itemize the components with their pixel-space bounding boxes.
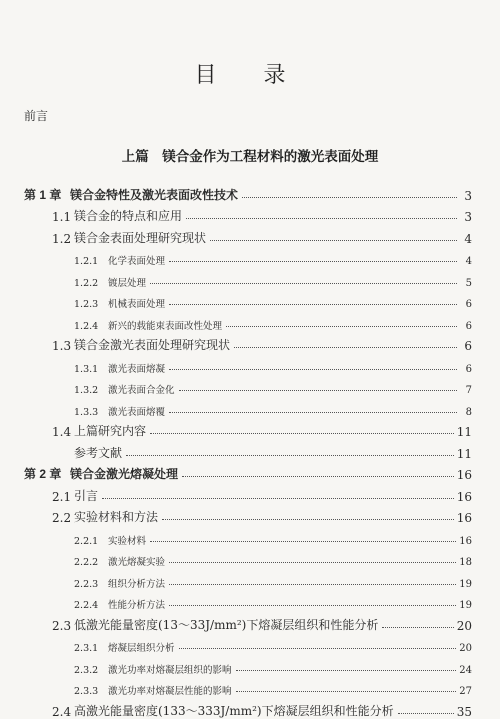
dot-leader xyxy=(210,240,457,241)
toc-page-number: 16 xyxy=(459,535,472,547)
toc-label: 性能分析方法 xyxy=(108,600,166,611)
toc-row-section xyxy=(24,203,472,225)
toc-number: 1.1 xyxy=(52,210,72,224)
toc-row-section xyxy=(24,332,472,354)
toc-row-section xyxy=(24,418,472,440)
toc-number: 2.4 xyxy=(52,704,72,719)
toc-page-number: 11 xyxy=(456,425,472,439)
dot-leader xyxy=(169,369,457,370)
toc-page-number: 7 xyxy=(465,385,472,396)
toc-row-sub xyxy=(24,654,472,676)
toc-label: 激光表面合金化 xyxy=(108,385,175,396)
toc-label: 镁合金激光熔凝处理 xyxy=(70,467,179,481)
dot-leader xyxy=(150,541,456,542)
dot-leader xyxy=(169,261,457,262)
dot-leader xyxy=(236,670,457,671)
dot-leader xyxy=(234,347,457,348)
dot-leader xyxy=(126,455,454,456)
toc-row-sub xyxy=(24,568,472,590)
toc-number: 第 2 章 xyxy=(24,467,62,481)
preface-entry: 前言 xyxy=(24,109,49,123)
toc-page-number: 24 xyxy=(459,664,472,676)
toc-number: 2.3 xyxy=(52,618,72,633)
toc-page-number: 6 xyxy=(464,339,472,353)
toc-row-section xyxy=(24,504,472,526)
toc-label: 激光表面熔凝 xyxy=(108,363,166,375)
dot-leader xyxy=(169,412,457,413)
toc-label: 镀层处理 xyxy=(108,277,147,289)
toc-row-sub xyxy=(24,633,472,655)
toc-page-number: 20 xyxy=(456,618,472,633)
toc-row-section xyxy=(24,611,472,633)
toc-number: 2.3.1 xyxy=(74,643,99,654)
dot-leader xyxy=(226,326,457,327)
toc-number: 2.2 xyxy=(52,511,72,525)
toc-label: 实验材料和方法 xyxy=(74,510,159,524)
toc-label: 镁合金特性及激光表面改性技术 xyxy=(70,187,239,202)
toc-page-number: 16 xyxy=(456,511,472,525)
dot-leader xyxy=(242,197,457,198)
toc-row-chapter xyxy=(24,181,472,203)
toc-page-number: 19 xyxy=(459,600,472,611)
dot-leader xyxy=(382,627,453,628)
toc-page-number: 4 xyxy=(465,256,472,267)
toc-label: 激光功率对熔凝层组织的影响 xyxy=(108,664,232,676)
dot-leader xyxy=(169,562,456,563)
dot-leader xyxy=(179,390,457,391)
toc-label: 新兴的载能束表面改性处理 xyxy=(108,320,223,332)
toc-row-ref xyxy=(24,439,472,461)
toc-row-sub xyxy=(24,525,472,547)
toc-label: 激光熔凝实验 xyxy=(108,557,166,568)
dot-leader xyxy=(182,476,454,477)
part-title: 上篇 镁合金作为工程材料的激光表面处理 xyxy=(121,149,379,165)
toc-number: 1.3.3 xyxy=(74,406,99,418)
toc-number: 1.3 xyxy=(52,339,72,353)
dot-leader xyxy=(169,584,456,585)
toc-row-sub xyxy=(24,310,472,332)
toc-number: 2.2.3 xyxy=(74,578,99,590)
toc-number: 2.2.1 xyxy=(74,535,99,547)
toc-label: 低激光能量密度(13～33J/mm²)下熔凝层组织和性能分析 xyxy=(74,617,379,632)
toc-label: 镁合金激光表面处理研究现状 xyxy=(74,338,231,352)
toc-number: 1.2 xyxy=(52,231,72,246)
dot-leader xyxy=(150,283,457,284)
toc-row-section xyxy=(24,224,472,246)
toc-page-number: 19 xyxy=(459,578,472,590)
toc-label: 机械表面处理 xyxy=(108,299,166,310)
toc-label: 上篇研究内容 xyxy=(74,424,147,438)
dot-leader xyxy=(398,713,454,714)
dot-leader xyxy=(150,433,454,434)
dot-leader xyxy=(169,605,456,606)
toc-number: 1.2.4 xyxy=(74,320,99,332)
toc-page-number: 6 xyxy=(465,320,472,332)
toc-page-number: 35 xyxy=(456,704,472,719)
toc-label: 实验材料 xyxy=(108,535,147,547)
toc-number: 1.3.2 xyxy=(74,385,99,396)
toc-page-number: 5 xyxy=(465,277,472,289)
toc-label: 组织分析方法 xyxy=(108,578,166,590)
toc-page-number: 16 xyxy=(456,489,472,504)
toc-number: 1.2.2 xyxy=(74,277,99,289)
toc-row-sub xyxy=(24,547,472,569)
toc-page-number: 16 xyxy=(456,468,472,482)
toc-row-sub xyxy=(24,289,472,311)
toc-row-sub xyxy=(24,353,472,375)
toc-label: 镁合金的特点和应用 xyxy=(74,209,183,223)
toc-number: 1.3.1 xyxy=(74,363,99,375)
dot-leader xyxy=(236,691,457,692)
toc-row-sub xyxy=(24,267,472,289)
page-title: 目 录 xyxy=(194,63,306,88)
toc-row-sub xyxy=(24,590,472,612)
toc-label: 镁合金表面处理研究现状 xyxy=(74,230,207,245)
dot-leader xyxy=(179,648,457,649)
toc-number: 2.1 xyxy=(52,489,72,504)
table-of-contents xyxy=(24,181,472,719)
toc-number: 1.2.3 xyxy=(74,299,99,310)
toc-page-number: 6 xyxy=(465,363,472,375)
toc-row-section xyxy=(24,482,472,504)
toc-page-number: 11 xyxy=(456,446,472,461)
toc-page-number: 6 xyxy=(465,299,472,310)
toc-number: 1.2.1 xyxy=(74,256,99,267)
toc-page-number: 27 xyxy=(459,686,472,697)
toc-page-number: 8 xyxy=(465,406,472,418)
toc-row-section xyxy=(24,697,472,719)
dot-leader xyxy=(102,498,454,499)
toc-number: 2.3.3 xyxy=(74,686,99,697)
toc-label: 参考文献 xyxy=(74,445,123,460)
toc-label: 化学表面处理 xyxy=(108,256,166,267)
toc-row-sub xyxy=(24,246,472,268)
toc-page-number: 3 xyxy=(464,210,472,224)
toc-label: 引言 xyxy=(74,488,99,503)
toc-page-number: 4 xyxy=(464,231,472,246)
toc-number: 2.3.2 xyxy=(74,664,99,676)
toc-row-sub xyxy=(24,396,472,418)
toc-row-sub xyxy=(24,375,472,397)
toc-row-chapter xyxy=(24,461,472,483)
dot-leader xyxy=(162,519,454,520)
toc-page-number: 18 xyxy=(459,557,472,568)
toc-number: 第 1 章 xyxy=(24,187,62,202)
toc-row-sub xyxy=(24,676,472,698)
toc-label: 激光功率对熔凝层性能的影响 xyxy=(108,686,232,697)
toc-label: 激光表面熔覆 xyxy=(108,406,166,418)
toc-number: 2.2.4 xyxy=(74,600,99,611)
dot-leader xyxy=(186,218,457,219)
toc-label: 熔凝层组织分析 xyxy=(108,643,175,654)
toc-page-number: 20 xyxy=(459,643,472,654)
toc-number: 1.4 xyxy=(52,425,72,439)
dot-leader xyxy=(169,304,457,305)
toc-page-number: 3 xyxy=(464,188,472,203)
toc-label: 高激光能量密度(133～333J/mm²)下熔凝层组织和性能分析 xyxy=(74,703,394,718)
toc-number: 2.2.2 xyxy=(74,557,99,568)
